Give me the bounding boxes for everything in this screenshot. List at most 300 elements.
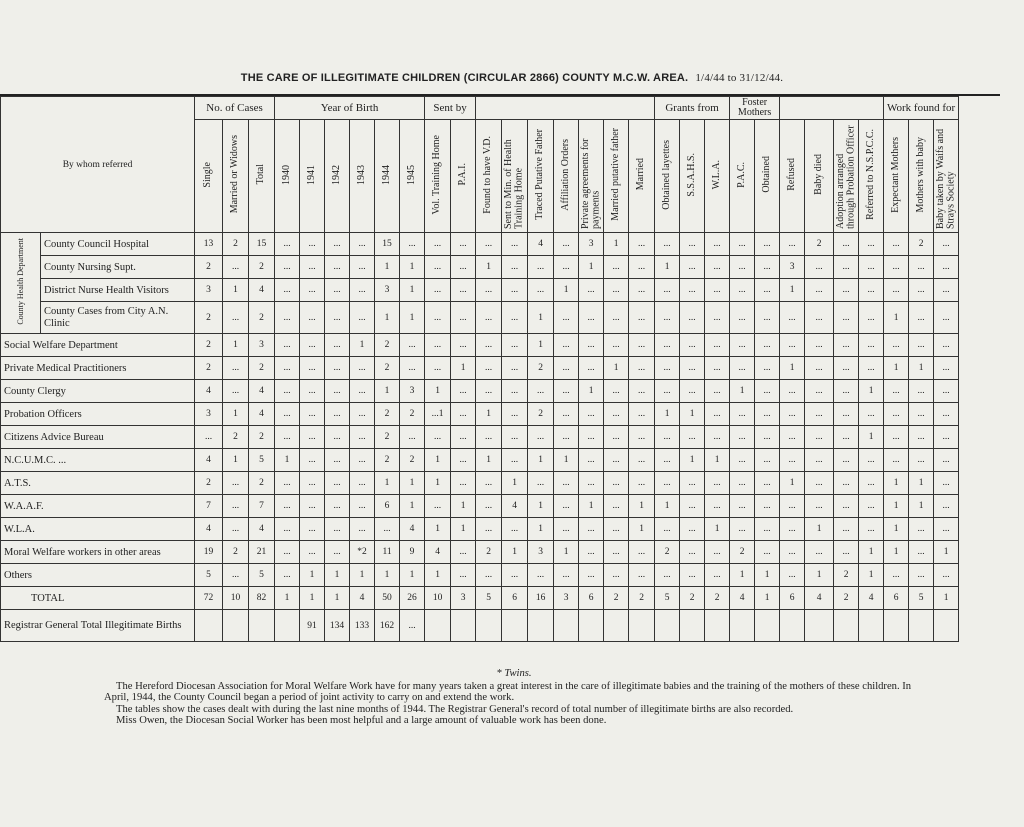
table-cell: 10 <box>223 587 249 610</box>
table-cell: ... <box>859 256 884 279</box>
table-cell: ... <box>859 495 884 518</box>
table-cell <box>629 610 655 642</box>
table-cell <box>528 610 554 642</box>
row-label: County Clergy <box>1 380 195 403</box>
table-cell: ... <box>805 495 834 518</box>
row-label: County Nursing Supt. <box>41 256 195 279</box>
row-label: Social Welfare Department <box>1 334 195 357</box>
table-cell: ... <box>755 334 780 357</box>
table-cell: 11 <box>375 541 400 564</box>
table-cell <box>223 610 249 642</box>
table-cell: ... <box>755 279 780 302</box>
table-cell: ... <box>730 357 755 380</box>
column-header <box>300 120 325 233</box>
table-cell: 2 <box>195 334 223 357</box>
table-cell: 1 <box>604 357 629 380</box>
table-cell: ... <box>451 541 476 564</box>
table-cell: ... <box>909 449 934 472</box>
table-cell: 1 <box>859 541 884 564</box>
table-cell: 1 <box>909 357 934 380</box>
table-cell: ... <box>325 233 350 256</box>
column-header-label: W.L.A. <box>710 159 722 190</box>
page-title <box>0 72 1024 84</box>
table-cell: ... <box>425 334 451 357</box>
column-header-label: Single <box>202 161 214 188</box>
table-cell: ... <box>805 380 834 403</box>
table-cell: 72 <box>195 587 223 610</box>
table-cell: 1 <box>400 564 425 587</box>
group-spacer <box>476 97 655 120</box>
table-cell: ... <box>476 357 502 380</box>
table-cell: ... <box>909 426 934 449</box>
table-cell: ... <box>934 449 959 472</box>
group-sent: Sent by <box>425 97 476 120</box>
table-cell: ... <box>934 472 959 495</box>
table-cell: 1 <box>400 256 425 279</box>
table-cell: 1 <box>528 334 554 357</box>
table-cell: ... <box>755 518 780 541</box>
table-cell: 2 <box>400 403 425 426</box>
table-cell: ... <box>476 495 502 518</box>
table-cell: 1 <box>680 449 705 472</box>
table-cell: ... <box>655 449 680 472</box>
column-header <box>705 120 730 233</box>
table-cell: ... <box>680 472 705 495</box>
table-cell: ... <box>884 256 909 279</box>
column-header-label: Baby died <box>812 154 824 195</box>
table-cell: ... <box>629 380 655 403</box>
column-header <box>909 120 934 233</box>
table-cell: ... <box>502 302 528 334</box>
table-cell: 10 <box>425 587 451 610</box>
group-work: Work found for <box>884 97 959 120</box>
table-cell: 4 <box>425 541 451 564</box>
table-cell: ... <box>300 426 325 449</box>
table-cell: ... <box>223 495 249 518</box>
table-cell: ... <box>275 541 300 564</box>
table-cell: ... <box>805 541 834 564</box>
table-cell: ... <box>655 426 680 449</box>
table-cell: ... <box>476 302 502 334</box>
table-cell: ... <box>502 334 528 357</box>
table-cell: 1 <box>451 518 476 541</box>
table-cell: ... <box>884 279 909 302</box>
table-cell: ... <box>554 256 579 279</box>
table-cell: 1 <box>223 403 249 426</box>
table-cell: ... <box>300 472 325 495</box>
table-cell: 6 <box>502 587 528 610</box>
table-cell: ... <box>604 334 629 357</box>
group-cases: No. of Cases <box>195 97 275 120</box>
table-cell: 7 <box>195 495 223 518</box>
table-cell: 1 <box>884 518 909 541</box>
column-header-label: Private agreements for payments <box>579 137 602 229</box>
table-cell: ... <box>629 334 655 357</box>
table-cell: 5 <box>909 587 934 610</box>
table-cell: ... <box>680 380 705 403</box>
table-row <box>1 302 959 334</box>
table-cell: ... <box>909 279 934 302</box>
table-cell: 3 <box>528 541 554 564</box>
table-cell: ... <box>325 380 350 403</box>
table-cell: ... <box>834 426 859 449</box>
table-cell <box>554 610 579 642</box>
table-cell: ... <box>755 380 780 403</box>
column-header-label: Obtained <box>760 156 772 193</box>
table-cell: 9 <box>400 541 425 564</box>
table-cell: ... <box>502 403 528 426</box>
column-header <box>451 120 476 233</box>
table-cell <box>805 610 834 642</box>
table-cell: ... <box>705 357 730 380</box>
table-cell: ... <box>755 233 780 256</box>
table-cell: ... <box>805 449 834 472</box>
table-cell: ... <box>579 426 604 449</box>
table-cell: ... <box>604 302 629 334</box>
table-cell: 2 <box>375 357 400 380</box>
table-cell: ... <box>780 541 805 564</box>
table-cell: 1 <box>350 564 375 587</box>
table-cell: ... <box>476 426 502 449</box>
table-cell: ... <box>528 472 554 495</box>
table-cell <box>604 610 629 642</box>
table-cell: ... <box>909 518 934 541</box>
table-cell <box>909 610 934 642</box>
table-cell <box>705 610 730 642</box>
table-cell: ... <box>780 495 805 518</box>
table-cell: 1 <box>579 256 604 279</box>
table-cell: ... <box>275 495 300 518</box>
table-cell: 1 <box>375 302 400 334</box>
table-cell <box>451 610 476 642</box>
table-cell: ... <box>325 449 350 472</box>
table-cell: ... <box>275 302 300 334</box>
table-cell: ... <box>300 449 325 472</box>
table-cell: 1 <box>476 449 502 472</box>
table-cell: ... <box>400 334 425 357</box>
table-cell: ... <box>629 472 655 495</box>
row-label: TOTAL <box>1 587 195 610</box>
table-cell: ... <box>680 256 705 279</box>
table-cell: 2 <box>476 541 502 564</box>
table-cell: 1 <box>805 518 834 541</box>
table-cell: ... <box>604 279 629 302</box>
table-cell: ... <box>579 279 604 302</box>
table-cell: 2 <box>249 256 275 279</box>
table-cell: 1 <box>859 380 884 403</box>
table-cell: ... <box>604 449 629 472</box>
table-cell: 1 <box>400 279 425 302</box>
column-header <box>680 120 705 233</box>
table-cell: 4 <box>400 518 425 541</box>
table-cell: 1 <box>451 357 476 380</box>
row-label: Private Medical Practitioners <box>1 357 195 380</box>
table-cell: 1 <box>375 564 400 587</box>
table-cell: 2 <box>629 587 655 610</box>
table-cell: 1 <box>528 302 554 334</box>
note-paragraph-2: The tables show the cases dealt with during the last nine months of 1944. The Registrar General's record of total number of illegitimate births are also recorded. <box>116 703 794 715</box>
table-cell: ... <box>528 564 554 587</box>
table-cell: ... <box>805 334 834 357</box>
table-cell: ... <box>604 564 629 587</box>
column-header <box>275 120 300 233</box>
column-header-label: Married or Widows <box>229 135 241 214</box>
table-cell: ... <box>755 357 780 380</box>
column-header <box>934 120 959 233</box>
table-cell: ... <box>275 564 300 587</box>
column-header <box>859 120 884 233</box>
table-cell: 1 <box>400 472 425 495</box>
table-cell: ... <box>834 334 859 357</box>
table-cell: ... <box>934 357 959 380</box>
table-cell: 1 <box>705 518 730 541</box>
table-cell: ... <box>579 357 604 380</box>
column-header-label: Obtained layettes <box>660 139 672 210</box>
table-cell: ... <box>859 233 884 256</box>
table-cell: ... <box>275 380 300 403</box>
table-cell: ... <box>730 403 755 426</box>
column-header <box>579 120 604 233</box>
table-cell: ... <box>275 403 300 426</box>
table-cell: 1 <box>805 564 834 587</box>
table-cell: ... <box>300 380 325 403</box>
table-cell: ... <box>554 403 579 426</box>
table-cell: ... <box>451 449 476 472</box>
table-cell: ... <box>629 279 655 302</box>
table-cell <box>275 610 300 642</box>
table-cell: 2 <box>528 357 554 380</box>
table-cell: ... <box>604 380 629 403</box>
table-row <box>1 403 959 426</box>
note-paragraph-3: Miss Owen, the Diocesan Social Worker has been most helpful and a large amount of valuable work has been done. <box>116 714 607 726</box>
table-cell: ... <box>629 541 655 564</box>
table-cell: 1 <box>780 472 805 495</box>
table-cell <box>755 610 780 642</box>
table-cell: ... <box>300 334 325 357</box>
table-cell: ... <box>451 380 476 403</box>
table-cell: ... <box>325 302 350 334</box>
table-cell: ... <box>476 380 502 403</box>
table-cell: 1 <box>300 564 325 587</box>
table-cell: ... <box>275 279 300 302</box>
column-header-label: 1942 <box>330 164 342 185</box>
table-cell: ... <box>604 403 629 426</box>
table-cell <box>834 610 859 642</box>
table-cell: ... <box>476 472 502 495</box>
table-cell: 82 <box>249 587 275 610</box>
row-label: W.A.A.F. <box>1 495 195 518</box>
table-cell: ... <box>705 472 730 495</box>
table-cell: 6 <box>375 495 400 518</box>
table-cell: ... <box>350 426 375 449</box>
table-cell: ... <box>859 357 884 380</box>
column-header-label: Baby taken by Waifs and Strays Society <box>934 128 957 229</box>
table-cell: 1 <box>528 449 554 472</box>
table-cell: 5 <box>476 587 502 610</box>
column-header <box>502 120 528 233</box>
table-cell: 15 <box>375 233 400 256</box>
table-cell: 1 <box>554 449 579 472</box>
table-cell: 6 <box>780 587 805 610</box>
table-cell: ... <box>629 564 655 587</box>
table-row <box>1 256 959 279</box>
table-cell: 1 <box>884 302 909 334</box>
table-cell: ... <box>680 357 705 380</box>
table-cell: ... <box>755 495 780 518</box>
table-cell: ... <box>909 334 934 357</box>
table-cell: 2 <box>375 403 400 426</box>
table-cell: ... <box>350 472 375 495</box>
table-cell: ... <box>730 518 755 541</box>
column-header-label: 1941 <box>305 164 317 185</box>
table-cell: 3 <box>400 380 425 403</box>
table-cell: ... <box>502 357 528 380</box>
column-header <box>884 120 909 233</box>
table-cell: ... <box>934 518 959 541</box>
column-header <box>755 120 780 233</box>
table-cell: ... <box>502 564 528 587</box>
table-cell: ... <box>425 302 451 334</box>
table-cell: 21 <box>249 541 275 564</box>
table-cell: 1 <box>755 564 780 587</box>
table-cell: ... <box>528 380 554 403</box>
table-cell: ... <box>884 380 909 403</box>
table-cell: 4 <box>195 380 223 403</box>
column-header-label: Expectant Mothers <box>889 136 901 213</box>
table-cell: ... <box>554 334 579 357</box>
table-cell: ... <box>425 426 451 449</box>
table-cell: ... <box>275 426 300 449</box>
table-cell: ... <box>300 279 325 302</box>
table-cell: ... <box>805 403 834 426</box>
table-cell: ... <box>325 334 350 357</box>
table-cell: 4 <box>502 495 528 518</box>
row-label: Others <box>1 564 195 587</box>
table-cell: ... <box>859 472 884 495</box>
table-cell: 1 <box>884 357 909 380</box>
table-cell: 4 <box>195 449 223 472</box>
table-cell: 4 <box>730 587 755 610</box>
row-label: Citizens Advice Bureau <box>1 426 195 449</box>
title-main: THE CARE OF ILLEGITIMATE CHILDREN (CIRCULAR 2866) COUNTY M.C.W. AREA. <box>240 72 689 84</box>
row-label: District Nurse Health Visitors <box>41 279 195 302</box>
table-cell: ... <box>834 279 859 302</box>
table-cell: 5 <box>249 564 275 587</box>
table-cell: ... <box>934 279 959 302</box>
table-cell: ... <box>425 357 451 380</box>
table-cell: ... <box>604 495 629 518</box>
table-cell: 1 <box>909 495 934 518</box>
table-cell: ... <box>528 279 554 302</box>
table-cell: ... <box>834 256 859 279</box>
table-cell: ... <box>834 449 859 472</box>
table-cell: ... <box>934 564 959 587</box>
table-cell: ... <box>451 233 476 256</box>
table-cell: ... <box>705 403 730 426</box>
table-cell: 2 <box>680 587 705 610</box>
column-header <box>425 120 451 233</box>
table-cell: 4 <box>249 518 275 541</box>
table-cell: 3 <box>579 233 604 256</box>
table-cell: 1 <box>476 256 502 279</box>
table-row <box>1 587 959 610</box>
column-header-label: Married <box>635 158 647 191</box>
table-cell: ... <box>300 357 325 380</box>
table-cell: 1 <box>425 564 451 587</box>
table-cell: ... <box>730 472 755 495</box>
table-cell: ... <box>884 403 909 426</box>
table-cell: 1 <box>476 403 502 426</box>
table-row <box>1 426 959 449</box>
title-dates: 1/4/44 to 31/12/44. <box>695 72 784 84</box>
table-cell: ... <box>325 403 350 426</box>
table-cell: 6 <box>579 587 604 610</box>
table-cell: 1 <box>275 449 300 472</box>
table-cell: ... <box>834 357 859 380</box>
table-cell: ... <box>554 302 579 334</box>
table-cell: 3 <box>195 403 223 426</box>
table-cell: ... <box>834 403 859 426</box>
group-foster: Foster Mothers <box>730 97 780 120</box>
table-cell: ... <box>375 518 400 541</box>
table-cell: ... <box>554 472 579 495</box>
table-cell: ... <box>780 302 805 334</box>
table-row <box>1 495 959 518</box>
table-cell <box>680 610 705 642</box>
column-header-label: Affiliation Orders <box>559 138 571 211</box>
table-cell: 1 <box>680 403 705 426</box>
table-cell <box>655 610 680 642</box>
table-cell: ... <box>730 302 755 334</box>
table-cell: ... <box>730 334 755 357</box>
table-cell: ... <box>805 472 834 495</box>
table-cell: ... <box>425 256 451 279</box>
table-cell: 2 <box>400 449 425 472</box>
table-cell: ... <box>300 256 325 279</box>
column-header <box>655 120 680 233</box>
table-cell: 1 <box>223 334 249 357</box>
table-cell: ... <box>934 302 959 334</box>
table-cell: ... <box>604 518 629 541</box>
row-label: A.T.S. <box>1 472 195 495</box>
table-cell: 3 <box>375 279 400 302</box>
table-cell: ... <box>325 357 350 380</box>
table-cell: ... <box>780 449 805 472</box>
table-cell: ... <box>680 279 705 302</box>
column-header <box>834 120 859 233</box>
table-cell: ... <box>730 233 755 256</box>
table-cell: 2 <box>223 233 249 256</box>
table-row <box>1 610 959 642</box>
row-label: Registrar General Total Illegitimate Births <box>1 610 195 642</box>
table-cell: 2 <box>375 449 400 472</box>
table-cell: 15 <box>249 233 275 256</box>
row-label: County Council Hospital <box>41 233 195 256</box>
table-cell: ... <box>859 518 884 541</box>
table-cell: ... <box>705 334 730 357</box>
table-cell: 1 <box>755 587 780 610</box>
column-header-label: P.A.I. <box>456 163 468 186</box>
table-cell: ... <box>755 541 780 564</box>
table-cell: 1 <box>884 541 909 564</box>
table-row <box>1 279 959 302</box>
table-cell: ... <box>780 334 805 357</box>
table-cell: ... <box>476 518 502 541</box>
table-cell: ... <box>705 233 730 256</box>
table-cell: ... <box>300 302 325 334</box>
table-cell: ... <box>350 495 375 518</box>
table-cell: ... <box>730 256 755 279</box>
